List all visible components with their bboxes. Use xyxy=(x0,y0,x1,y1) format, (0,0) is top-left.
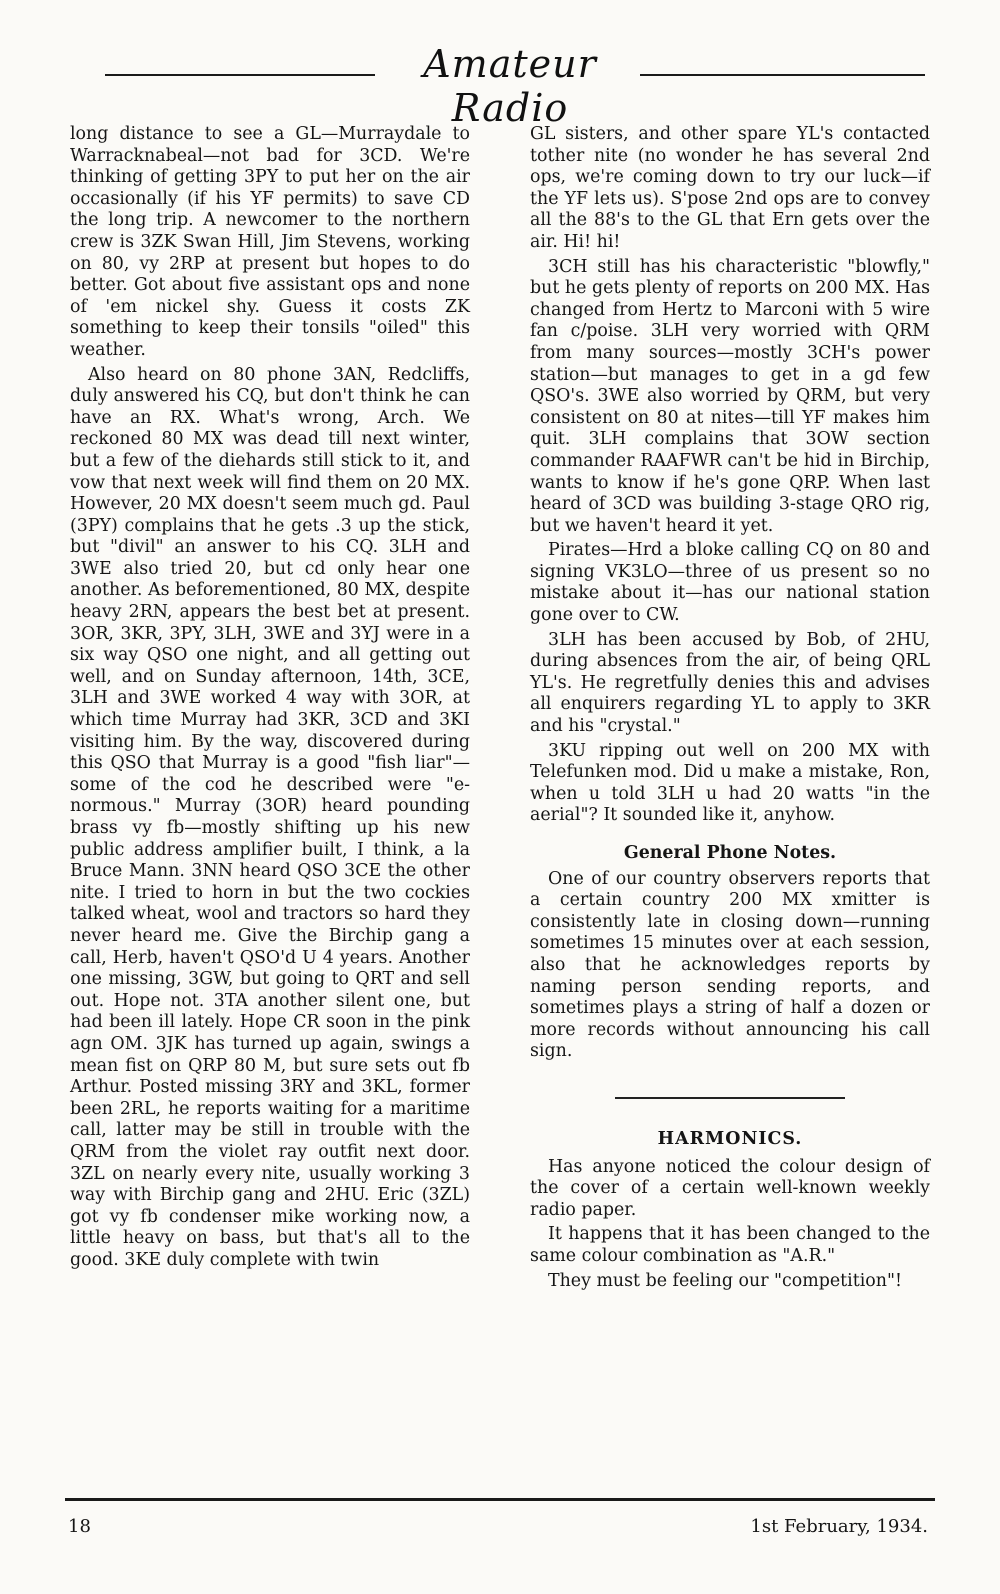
harmonics-paragraph: They must be feeling our "competition"! xyxy=(548,1270,902,1291)
article-paragraph: 3CH still has his characteristic "blowfly," but he gets plenty of reports on 200 MX. Has changed from Hertz to Marconi with 5 wire fan c/poise. 3LH very worried with QRM from many sources—mostly 3CH's power station—but manages to get in a gd few QSO's. 3WE also worried by QRM, but very consistent on 80 at nites—till YF makes him quit. 3LH complains that 3OW section commander RAAFWR can't be hid in Birchip, wants to know if he's gone QRP. When last heard of 3CD was building 3-stage QRO rig, but we haven't heard it yet. xyxy=(530,256,930,536)
footer-rule xyxy=(65,1498,935,1501)
page-number: 18 xyxy=(68,1516,91,1537)
left-column xyxy=(70,124,470,1271)
right-column xyxy=(530,124,930,1292)
article-paragraph: long distance to see a GL—Murraydale to Warracknabeal—not bad for 3CD. We're thinking of getting 3PY to put her on the air occasionally (if his YF permits) to save CD the long trip. A newcomer to the northern crew is 3ZK Swan Hill, Jim Stevens, working on 80, vy 2RP at present but hopes to do better. Got about five assistant ops and none of 'em nickel shy. Guess it costs ZK something to keep their tonsils "oiled" this weather. xyxy=(70,124,470,360)
section-divider xyxy=(615,1097,845,1099)
article-paragraph: Pirates—Hrd a bloke calling CQ on 80 and signing VK3LO—three of us present so no mistake about it—has our national station gone over to CW. xyxy=(530,540,930,626)
harmonics-paragraph: It happens that it has been changed to the same colour combination as "A.R." xyxy=(530,1224,930,1266)
issue-date: 1st February, 1934. xyxy=(750,1516,928,1537)
masthead-rule-right xyxy=(640,74,925,76)
article-paragraph: GL sisters, and other spare YL's contacted tother nite (no wonder he has several 2nd ops, we're coming down to try our luck—if the YF lets us). S'pose 2nd ops are to convey all the 88's to the GL that Ern gets over the air. Hi! hi! xyxy=(530,124,930,252)
phone-notes-paragraph: One of our country observers reports that a certain country 200 MX xmitter is consistently late in closing down—running sometimes 15 minutes over at each session, also that he acknowledges reports by naming person sending reports, and sometimes plays a string of half a dozen or more records without announcing his call sign. xyxy=(530,868,930,1062)
masthead-header xyxy=(105,40,925,130)
harmonics-paragraph: Has anyone noticed the colour design of the cover of a certain well-known weekly radio paper. xyxy=(530,1156,930,1220)
masthead-title: Amateur Radio xyxy=(423,42,597,130)
masthead-rule-left xyxy=(105,74,375,76)
article-paragraph: 3KU ripping out well on 200 MX with Telefunken mod. Did u make a mistake, Ron, when u told 3LH u had 20 watts "in the aerial"? It sounded like it, anyhow. xyxy=(530,740,930,826)
article-paragraph: 3LH has been accused by Bob, of 2HU, during absences from the air, of being QRL YL's. He regretfully denies this and advises all enquirers regarding YL to apply to 3KR and his "crystal." xyxy=(530,629,930,737)
harmonics-heading: HARMONICS. xyxy=(657,1128,803,1149)
article-paragraph: Also heard on 80 phone 3AN, Redcliffs, duly answered his CQ, but don't think he can have an RX. What's wrong, Arch. We reckoned 80 MX was dead till next winter, but a few of the diehards still stick to it, and vow that next week will find them on 20 MX. However, 20 MX doesn't seem much gd. Paul (3PY) complains that he gets .3 up the stick, but "divil" an answer to his CQ. 3LH and 3WE also tried 20, but cd only hear one another. As beforementioned, 80 MX, despite heavy 2RN, appears the best bet at present. 3OR, 3KR, 3PY, 3LH, 3WE and 3YJ were in a six way QSO one night, and all getting out well, and on Sunday afternoon, 14th, 3CE, 3LH and 3WE worked 4 way with 3OR, at which time Murray had 3KR, 3CD and 3KI visiting him. By the way, discovered during this QSO that Murray is a good "fish liar"—some of the cod he described were "e-normous." Murray (3OR) heard pounding brass vy fb—mostly shifting up his new public address amplifier built, I think, a la Bruce Mann. 3NN heard QSO 3CE the other nite. I tried to horn in but the two cockies talked wheat, wool and tractors so hard they never heard me. Give the Birchip gang a call, Herb, haven't QSO'd U 4 years. Another one missing, 3GW, but going to QRT and sell out. Hope not. 3TA another silent one, but had been ill lately. Hope CR soon in the pink agn OM. 3JK has turned up again, swings a mean fist on QRP 80 M, but sure sets out fb Arthur. Posted missing 3RY and 3KL, former been 2RL, he reports waiting for a maritime call, latter may be still in trouble with the QRM from the violet ray outfit next door. 3ZL on nearly every nite, usually working 3 way with Birchip gang and 2HU. Eric (3ZL) got vy fb condenser mike working now, a little heavy on bass, but that's all to the good. 3KE duly complete with twin xyxy=(70,364,470,1270)
phone-notes-heading: General Phone Notes. xyxy=(623,843,837,863)
